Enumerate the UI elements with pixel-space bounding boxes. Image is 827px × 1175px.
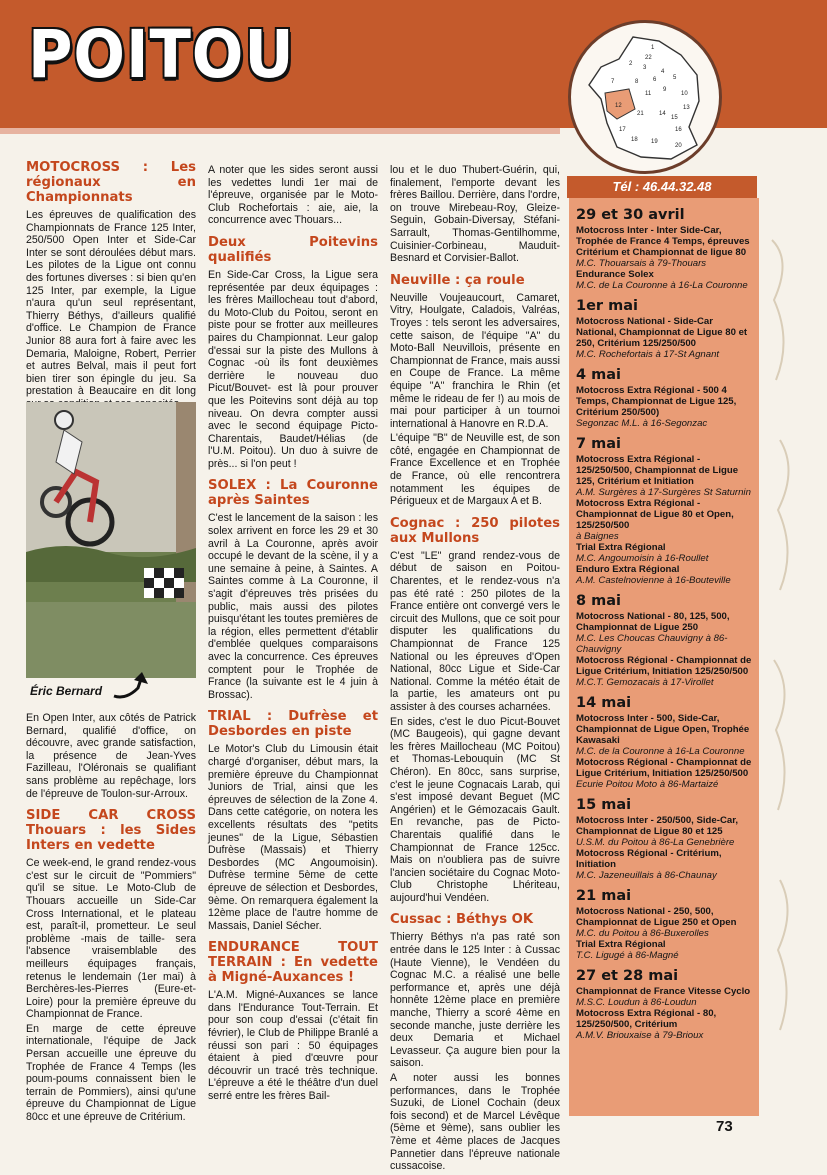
paragraph: C'est "LE" grand rendez-vous de début de saison en Poitou-Charentes, et le rendez-vous n'a pas été raté : 250 pilotes de la France entière ont convergé vers le circuit des Mullons, que ce soit pour disputer les qualifications du Championnat de France 125 National ou les épreuves d'Open National, 80cc Ligue et Side-Car National. Comme la météo était de la partie, les amateurs ont pu assister à des courses acharnées. <box>390 549 560 713</box>
column-2 <box>208 164 378 1105</box>
heading-cognac: Cognac : 250 pilotes aux Mullons <box>390 515 560 546</box>
region-number: 2 <box>629 61 633 67</box>
agenda-event-location: M.C. Jazeneuillais à 86-Chaunay <box>576 870 717 881</box>
paragraph: A noter que les sides seront aussi les vedettes lundi 1er mai de l'épreuve, organisée par le Moto-Club Rochefortais : aie, aie, la concurrence avec Thouars... <box>208 164 378 227</box>
agenda-event-title: Endurance Solex <box>576 269 654 280</box>
heading-endurance: ENDURANCE TOUT TERRAIN : En vedette à Migné-Auxances ! <box>208 940 378 986</box>
header-rule <box>0 128 560 134</box>
agenda-event-location: M.C. Rochefortais à 17-St Agnant <box>576 349 720 360</box>
heading-motocross: MOTOCROSS : Les régionaux en Championnats <box>26 160 196 205</box>
region-number: 13 <box>683 105 690 111</box>
region-number: 6 <box>653 77 657 83</box>
paragraph: L'A.M. Migné-Auxances se lance dans l'Endurance Tout-Terrain. Et pour son coup d'essai (c'était fin février), le Club de Philippe Branlé a réussi son pari : 50 équipages étaient à pied d'œuvre pour découvrir un tracé très technique. L'épreuve a été le théâtre d'un duel serré entre les frères Bail- <box>208 989 378 1103</box>
agenda-event-location: A.M. Castelnovienne à 16-Bouteville <box>576 575 731 586</box>
heading-deux-poitevins: Deux Poitevins qualifiés <box>208 234 378 265</box>
page-title: POITOU <box>28 16 295 93</box>
france-map <box>568 20 722 174</box>
agenda-event-title: Championnat de France Vitesse Cyclo <box>576 986 751 997</box>
agenda-event-location: A.M.V. Briouxaise à 79-Brioux <box>576 1030 704 1041</box>
region-number: 8 <box>635 79 639 85</box>
agenda-event-title: Motocross Régional - Championnat de Ligue Critérium, Initiation 125/250/500 <box>576 757 752 779</box>
agenda-event-location: Ecurie Poitou Moto à 86-Martaizé <box>576 779 719 790</box>
agenda-date: 15 mai <box>576 797 632 813</box>
agenda-event-location: M.C. Angoumoisin à 16-Roullet <box>576 553 709 564</box>
motocross-rider-image <box>26 402 196 678</box>
rider-photo <box>26 402 196 678</box>
region-number: 20 <box>675 143 682 149</box>
agenda-event-title: Motocross Régional - Championnat de Ligue Critérium, Initiation 125/250/500 <box>576 655 752 677</box>
paragraph: L'équipe "B" de Neuville est, de son côté, engagée en Championnat de France Excellence et en Trophée de France, où elle rencontrera notamment les équipes de Périgueux et de Margaux A et B. <box>390 432 560 508</box>
agenda-event-location: M.C. de la Couronne à 16-La Couronne <box>576 746 745 757</box>
agenda-event-location: M.S.C. Loudun à 86-Loudun <box>576 997 697 1008</box>
agenda-date: 14 mai <box>576 695 632 711</box>
region-number: 9 <box>663 87 667 93</box>
agenda-event-title: Motocross Inter - Inter Side-Car, Trophée de France 4 Temps, épreuves Critérium et Championnat de ligue 80 <box>576 225 750 258</box>
paragraph: En sides, c'est le duo Picut-Bouvet (MC Baugeois), qui gagne devant les frères Maillocheau (MC Poitou) et Thomas-Lebouquin (MC St Chéron). En 80cc, sans surprise, c'est le jeune Cognacais Larab, qui s'est imposé devant Beguet (MC Angérien) et le Gémozacais Gault. En revanche, pas de Picto-Charentais qualifié dans le Championnat de France 125cc. Mais on n'oubliera pas de suivre l'ancien sociétaire du Cognac Moto-Club Christophe Lhériteau, aujourd'hui Vendéen. <box>390 715 560 904</box>
agenda-event-location: U.S.M. du Poitou à 86-La Genebrière <box>576 837 735 848</box>
agenda-date: 1er mai <box>576 298 638 314</box>
region-number: 10 <box>681 91 688 97</box>
heading-cussac: Cussac : Béthys OK <box>390 912 534 928</box>
heading-neuville: Neuville : ça roule <box>390 272 525 288</box>
region-number: 3 <box>643 65 647 71</box>
agenda-event-title: Motocross National - 250, 500, Championnat de Ligue 250 et Open <box>576 906 737 928</box>
agenda-event-title: Motocross Inter - 250/500, Side-Car, Championnat de Ligue 80 et 125 <box>576 815 739 837</box>
heading-solex: SOLEX : La Couronne après Saintes <box>208 478 378 509</box>
paragraph: Neuville Voujeaucourt, Camaret, Vitry, Houlgate, Caladois, Valréas, Troyes : tels seront les adversaires, cette saison, de l'équipe "A" du Moto-Ball Neuvillois, présente en Championnat de France, mais aussi en Coupe de France. La même équipe "A" franchira le Rhin (et même le rideau de fer !) au mois de mai pour participer à un tournoi international à Hanovre en R.D.A. <box>390 291 560 430</box>
region-number: 1 <box>651 45 655 51</box>
agenda-date: 8 mai <box>576 593 622 609</box>
agenda-date: 29 et 30 avril <box>576 207 685 223</box>
region-number: 18 <box>631 137 638 143</box>
agenda-event-location: à Baignes <box>576 531 619 542</box>
region-number: 12 <box>615 103 622 109</box>
phone-number: Tél : 46.44.32.48 <box>567 176 757 198</box>
region-number: 15 <box>671 115 678 121</box>
agenda-event-title: Motocross Extra Régional - 500 4 Temps, Championnat de Ligue 125, Critérium 250/500) <box>576 385 737 418</box>
paragraph: Ce week-end, le grand rendez-vous c'est sur le circuit de "Pommiers" qu'il se situe. Le Moto-Club de Thouars accueille un Side-Car Cross International, et le plateau est, paraît-il, prometteur. Le seul problème -mais de taille- sera l'absence vraisemblable des meilleurs équipages français, retenus le lendemain (1er mai) à Berchères-les-Pierres (Eure-et-Loire) pour la première épreuve du Championnat de France. <box>26 857 196 1021</box>
heading-side-car-cross: SIDE CAR CROSS Thouars : les Sides Inters en vedette <box>26 808 196 854</box>
heading-trial: TRIAL : Dufrèse et Desbordes en piste <box>208 709 378 740</box>
agenda-list <box>576 206 754 1041</box>
agenda-event-title: Enduro Extra Régional <box>576 564 680 575</box>
agenda-date: 27 et 28 mai <box>576 968 679 984</box>
paragraph: lou et le duo Thubert-Guérin, qui, finalement, l'emporte devant les frères Baillou. Derrière, dans l'ordre, on trouve Mirebeau-Roy, Gleize-Seguin, Gobain-Diversay, Stéfani-Sarrault, Thomas-Gentilhomme, Cuisinier-Corbineau, Mauduit-Besnard et Corvisier-Ballot. <box>390 164 560 265</box>
agenda-event-location: M.C. Les Choucas Chauvigny à 86-Chauvigny <box>576 633 728 655</box>
paragraph: En marge de cette épreuve internationale, l'équipe de Jack Persan accueille une épreuve du Trophée de France 4 Temps (les poum-poums connaissent bien le terrain de Pommiers), ainsi qu'une épreuve du Championnat de Ligue 80cc et une épreuve de Critérium. <box>26 1022 196 1124</box>
region-number: 7 <box>611 79 615 85</box>
caption-arrow-icon <box>112 670 152 700</box>
agenda-event-title: Trial Extra Régional <box>576 542 666 553</box>
paragraph: A noter aussi les bonnes performances, dans le Trophée Suzuki, de Lionel Cochain (deux fois second) et de Marcel Lévêque (5ème et 9ème), sans oublier les 7ème et 4ème places de Jacques Pannetier dans l'épreuve nationale cussacoise. <box>390 1072 560 1173</box>
paragraph: C'est le lancement de la saison : les solex arrivent en force les 29 et 30 avril à La Couronne, après avoir occupé le devant de la scène, il y a une semaine à peine, à Saintes. A Saintes comme à La Couronne, il s'agit d'épreuves très prisées du public, mais aussi des pilotes puisqu'étant les toutes premières de la région, elles permettent d'établir d'emblée quelques comparaisons avec la concurrence. Ces épreuves comptent pour le Trophée de France (la suivante est le 4 juin à Brossac). <box>208 512 378 701</box>
paragraph: Le Motor's Club du Limousin était chargé d'organiser, début mars, la première épreuve du Championnat Juniors de Trial, ainsi que les épreuves de sélection de la Zone 4. Dans cette catégorie, on notera les excellents résultats des "petits jeunes" de la Ligue, Sébastien Dufrèse (Massais) et Thierry Desbordes (MC Angoumoisin). Dufrèse termine 5ème de cette épreuve de sélection et Desbordes, 9ème. On remarquera également la 12ème place de l'autre homme de Massais, Daniel Sécher. <box>208 743 378 932</box>
agenda-event-location: M.C. du Poitou à 86-Buxerolles <box>576 928 709 939</box>
agenda-event-location: M.C.T. Gemozacais à 17-Virollet <box>576 677 714 688</box>
region-number: 22 <box>645 55 652 61</box>
agenda-date: 4 mai <box>576 367 622 383</box>
paragraph: En Side-Car Cross, la Ligue sera représentée par deux équipages : les frères Maillocheau tout d'abord, du Moto-Club du Poitou, seront en piste pour se frotter aux meilleures paires du Championnat. Leur galop d'essai sur la piste des Mullons à Cognac -où ils font deuxièmes derrière le nouveau duo Picut/Bouvet- est là pour prouver que les Poitevins sont déjà au top niveau. On devra compter aussi avec le second équipage Picto-Charentais, Baudet/Hélias (de l'U.M. Poitou). Un duo à suivre de près... si l'on peut ! <box>208 268 378 470</box>
agenda-event-title: Motocross Extra Régional - 125/250/500, Championnat de Ligue 125, Critérium et Initiation <box>576 454 739 487</box>
agenda-event-location: Segonzac M.L. à 16-Segonzac <box>576 418 708 429</box>
paragraph: Les épreuves de qualification des Championnats de France 125 Inter, 250/500 Open Inter et Side-Car Inter se sont déroulées début mars. Les pilotes de la Ligue ont connu des fortunes diverses : si bien qu'en 125 Inter, par exemple, la Ligue n'aura qu'un seul représentant, Thierry Béthys, d'ailleurs qualifié d'office. Le Champion de France Junior 88 aura fort à faire avec les Demaria, Maloigne, Robert, Perrier et autres Belval, mais il peut fort bien tirer son épingle du jeu. Sa prestation à Beaucaire en dit long <box>26 209 196 398</box>
region-number: 17 <box>619 127 626 133</box>
paragraph: En Open Inter, aux côtés de Patrick Bernard, qualifié d'office, on découvre, avec grande satisfaction, la présence de Jean-Yves Fazilleau, l'Oléronais se qualifiant sans problème au repêchage, lors de l'épreuve de Toulon-sur-Arroux. <box>26 712 196 800</box>
france-map-svg <box>571 23 719 171</box>
margin-decoration <box>762 220 812 1100</box>
column-1-continued <box>26 712 196 1126</box>
agenda-event-title: Motocross Extra Régional - Championnat de Ligue 80 et Open, 125/250/500 <box>576 498 734 531</box>
agenda-event-title: Motocross National - Side-Car National, Championnat de Ligue 80 et 250, Critérium 125/250/500 <box>576 316 748 349</box>
agenda-event-location: T.C. Ligugé à 86-Magné <box>576 950 679 961</box>
column-3 <box>390 164 560 1175</box>
agenda-event-title: Motocross Inter - 500, Side-Car, Championnat de Ligue Open, Trophée Kawasaki <box>576 713 750 746</box>
paragraph: Thierry Béthys n'a pas raté son entrée dans le 125 Inter : à Cussac (Haute Vienne), le Vendéen du Cognac M.C. a réalisé une belle performance et, après une déjà honnête 12ème place en première manche, Thierry a scoré 4ème en seconde manche, juste derrière les deux Demaria et Michael Levasseur. Ça augure bien pour la saison. <box>390 931 560 1070</box>
agenda-event-location: M.C. de La Couronne à 16-La Couronne <box>576 280 748 291</box>
agenda-date: 7 mai <box>576 436 622 452</box>
region-number: 14 <box>659 111 666 117</box>
region-number: 5 <box>673 75 677 81</box>
photo-caption: Éric Bernard <box>30 684 103 698</box>
column-1 <box>26 160 196 413</box>
agenda-event-title: Motocross Extra Régional - 80, 125/250/500, Critérium <box>576 1008 717 1030</box>
agenda-event-title: Motocross Régional - Critérium, Initiation <box>576 848 722 870</box>
region-number: 19 <box>651 139 658 145</box>
region-number: 11 <box>645 91 652 97</box>
agenda-event-location: M.C. Thouarsais à 79-Thouars <box>576 258 707 269</box>
region-number: 21 <box>637 111 644 117</box>
agenda-event-title: Motocross National - 80, 125, 500, Championnat de Ligue 250 <box>576 611 730 633</box>
page-number: 73 <box>716 1118 733 1135</box>
agenda-event-title: Trial Extra Régional <box>576 939 666 950</box>
region-number: 16 <box>675 127 682 133</box>
region-number: 4 <box>661 69 665 75</box>
agenda-event-location: A.M. Surgères à 17-Surgères St Saturnin <box>576 487 751 498</box>
agenda-date: 21 mai <box>576 888 632 904</box>
